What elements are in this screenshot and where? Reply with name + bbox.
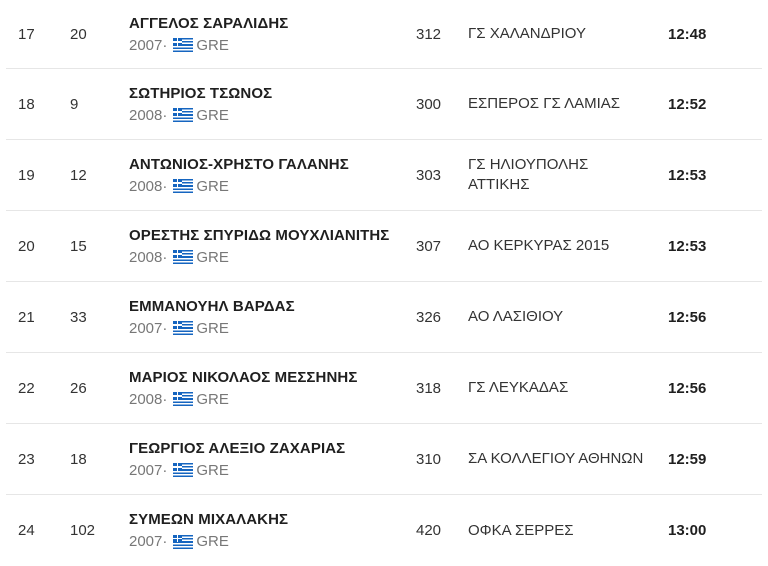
bib-number: 33 [70, 308, 87, 326]
rank: 20 [18, 237, 35, 255]
club-name: ΓΣ ΛΕΥΚΑΔΑΣ [468, 379, 569, 396]
athlete-meta [129, 391, 229, 408]
club-name: ΕΣΠΕΡΟΣ ΓΣ ΛΑΜΙΑΣ [468, 95, 621, 112]
bib-number: 9 [70, 95, 79, 113]
athlete-name[interactable]: ΑΓΓΕΛΟΣ ΣΑΡΑΛΙΔΗΣ [129, 14, 289, 32]
athlete-name[interactable]: ΣΥΜΕΩΝ ΜΙΧΑΛΑΚΗΣ [129, 511, 289, 528]
birth-year: 2008 [129, 106, 163, 124]
birth-year: 2007 [129, 533, 163, 550]
separator: · [162, 106, 168, 124]
athlete-name[interactable]: ΜΑΡΙΟΣ ΝΙΚΟΛΑΟΣ ΜΕΣΣΗΝΗΣ [129, 368, 358, 386]
club-number: 326 [416, 308, 442, 326]
athlete-meta [129, 37, 229, 54]
country-code: GRE [196, 390, 229, 408]
separator: · [162, 319, 168, 337]
athlete-cell [129, 495, 288, 566]
country-code: GRE [196, 248, 229, 266]
birth-year: 2007 [129, 461, 163, 479]
country-code: GRE [196, 36, 229, 54]
rank: 21 [18, 308, 35, 326]
birth-year: 2008 [129, 248, 163, 266]
greece-flag-icon [173, 321, 193, 335]
birth-year: 2007 [129, 319, 163, 337]
athlete-name[interactable]: ΓΕΩΡΓΙΟΣ ΑΛΕΞΙΟ ΖΑΧΑΡΙΑΣ [129, 439, 346, 457]
greece-flag-icon [173, 535, 193, 549]
club-number: 420 [416, 522, 442, 539]
club-name: ΟΦΚΑ ΣΕΡΡΕΣ [468, 521, 574, 539]
athlete-meta [129, 249, 229, 266]
table-row[interactable] [6, 353, 762, 424]
result-time: 12:56 [668, 308, 707, 326]
club-number: 303 [416, 166, 442, 184]
rank: 23 [18, 450, 35, 468]
athlete-name[interactable]: ΣΩΤΗΡΙΟΣ ΤΣΩΝΟΣ [129, 84, 273, 102]
result-time: 12:56 [668, 379, 707, 397]
club-number: 300 [416, 95, 442, 113]
bib-number: 15 [70, 237, 87, 255]
separator: · [162, 390, 168, 408]
bib-number: 102 [70, 522, 96, 539]
bib-number: 26 [70, 379, 87, 397]
birth-year: 2007 [129, 36, 163, 54]
separator: · [162, 36, 168, 54]
separator: · [162, 177, 168, 195]
result-time: 12:53 [668, 166, 707, 184]
country-code: GRE [196, 461, 229, 479]
birth-year: 2008 [129, 390, 163, 408]
table-row[interactable] [6, 211, 762, 282]
table-row[interactable] [6, 424, 762, 495]
country-code: GRE [196, 533, 229, 550]
rank: 18 [18, 95, 35, 113]
greece-flag-icon [173, 38, 193, 52]
athlete-cell [129, 282, 295, 352]
greece-flag-icon [173, 250, 193, 264]
result-time: 13:00 [668, 522, 707, 539]
athlete-meta [129, 107, 229, 124]
table-row[interactable] [6, 0, 762, 69]
club-name: ΓΣ ΗΛΙΟΥΠΟΛΗΣ ΑΤΤΙΚΗΣ [468, 156, 589, 193]
bib-number: 18 [70, 450, 87, 468]
athlete-meta [129, 533, 229, 550]
athlete-name[interactable]: ΟΡΕΣΤΗΣ ΣΠΥΡΙΔΩ ΜΟΥΧΛΙΑΝΙΤΗΣ [129, 226, 390, 244]
athlete-cell [129, 424, 345, 494]
rank: 17 [18, 25, 35, 43]
club-number: 310 [416, 450, 442, 468]
rank: 24 [18, 522, 35, 539]
athlete-name[interactable]: ΕΜΜΑΝΟΥΗΛ ΒΑΡΔΑΣ [129, 297, 295, 315]
greece-flag-icon [173, 108, 193, 122]
club-name: ΑΟ ΚΕΡΚΥΡΑΣ 2015 [468, 237, 610, 254]
greece-flag-icon [173, 179, 193, 193]
rank: 19 [18, 166, 35, 184]
birth-year: 2008 [129, 177, 163, 195]
athlete-meta [129, 178, 229, 195]
result-time: 12:53 [668, 237, 707, 255]
athlete-cell [129, 140, 349, 210]
athlete-meta [129, 462, 229, 479]
result-time: 12:52 [668, 95, 707, 113]
club-number: 312 [416, 25, 442, 43]
club-name: ΣΑ ΚΟΛΛΕΓΙΟΥ ΑΘΗΝΩΝ [468, 450, 644, 467]
greece-flag-icon [173, 463, 193, 477]
country-code: GRE [196, 319, 229, 337]
table-row[interactable] [6, 69, 762, 140]
result-time: 12:59 [668, 450, 707, 468]
result-time: 12:48 [668, 25, 707, 43]
separator: · [162, 461, 168, 479]
country-code: GRE [196, 106, 229, 124]
athlete-cell [129, 0, 288, 68]
separator: · [162, 533, 168, 550]
club-number: 318 [416, 379, 442, 397]
rank: 22 [18, 379, 35, 397]
bib-number: 20 [70, 25, 87, 43]
athlete-meta [129, 320, 229, 337]
country-code: GRE [196, 177, 229, 195]
table-row[interactable] [6, 282, 762, 353]
club-name: ΓΣ ΧΑΛΑΝΔΡΙΟΥ [468, 25, 586, 42]
athlete-name[interactable]: ΑΝΤΩΝΙΟΣ-ΧΡΗΣΤΟ ΓΑΛΑΝΗΣ [129, 155, 349, 173]
athlete-cell [129, 353, 357, 423]
club-name: ΑΟ ΛΑΣΙΘΙΟΥ [468, 308, 564, 325]
bib-number: 12 [70, 166, 87, 184]
table-row[interactable] [6, 495, 762, 566]
athlete-cell [129, 69, 272, 139]
athlete-cell [129, 211, 389, 281]
separator: · [162, 248, 168, 266]
club-number: 307 [416, 237, 442, 255]
table-row[interactable] [6, 140, 762, 211]
greece-flag-icon [173, 392, 193, 406]
